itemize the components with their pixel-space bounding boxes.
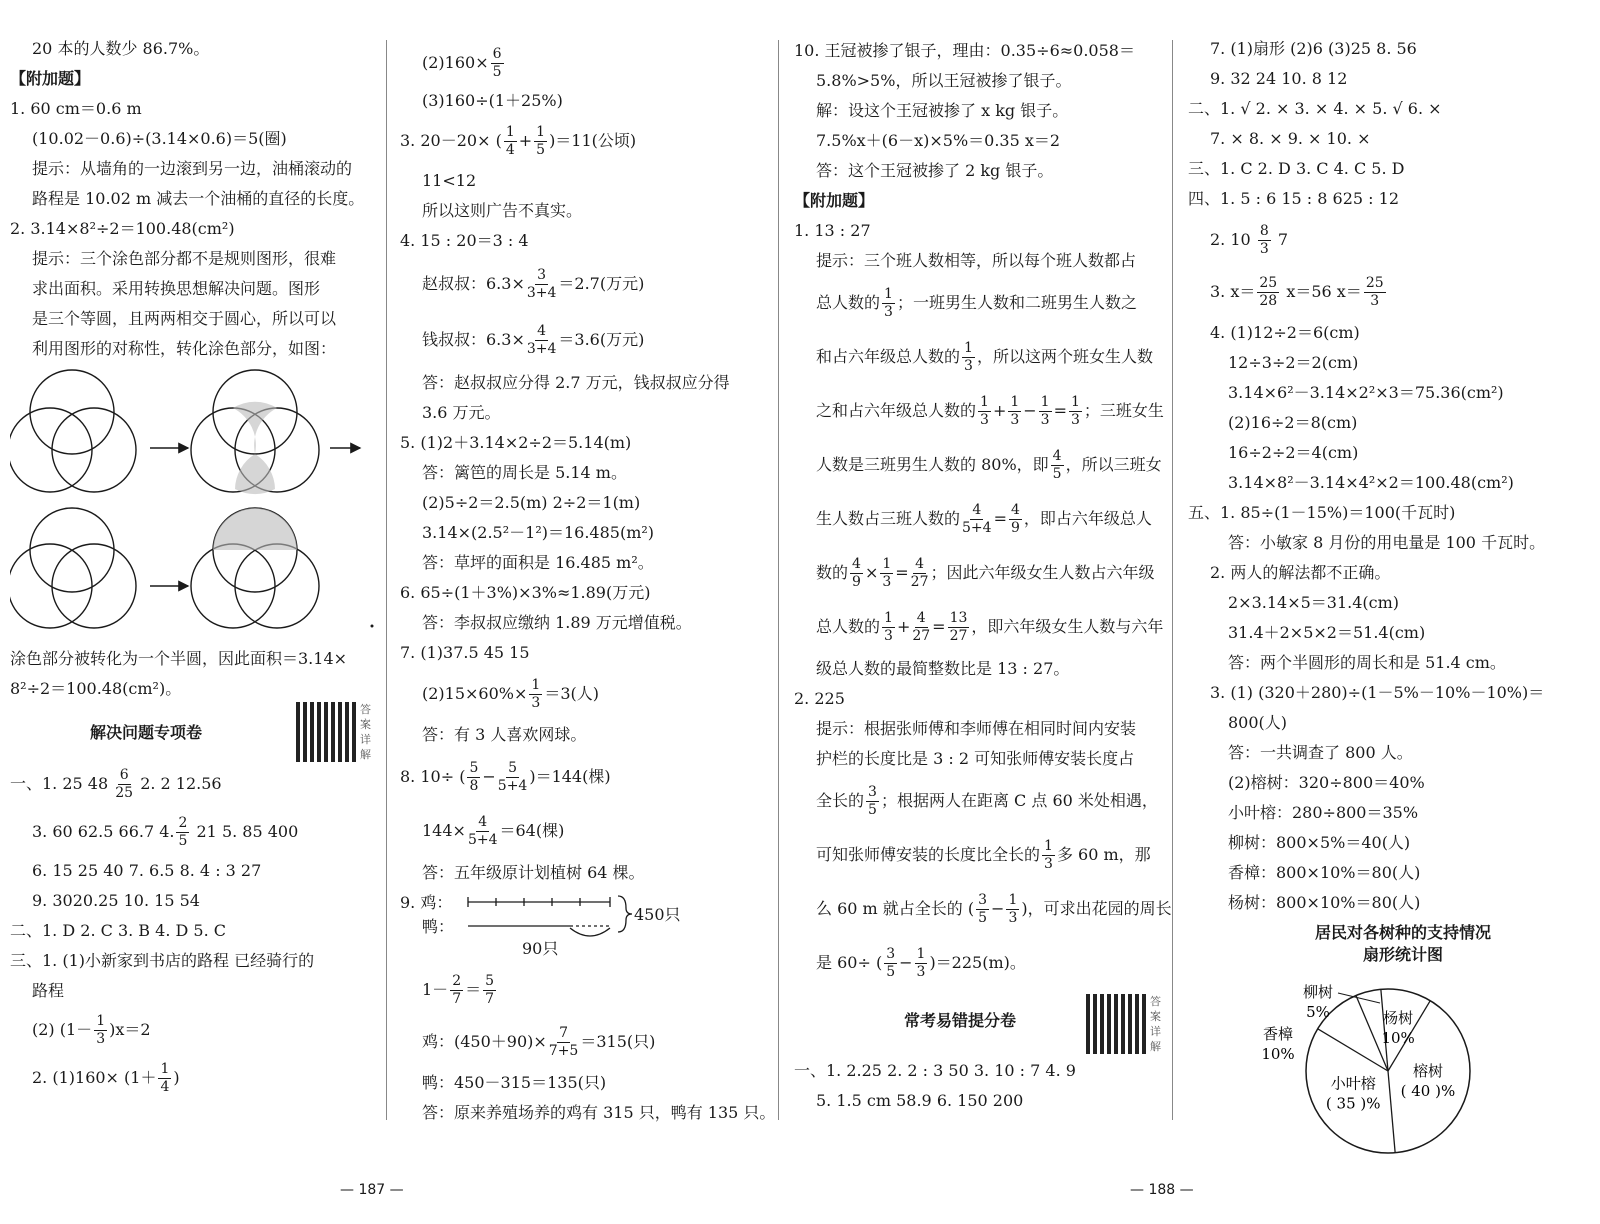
text-line: 是三个等圆，且两两相交于圆心，所以可以 <box>32 309 337 328</box>
text-line: 总人数的 $\frac{1}{3}$ + $\frac{4}{27}$ = $\frac{13}{27}$ ，即六年级女生人数与六年 <box>816 610 1164 644</box>
fraction: $\frac{25}{3}$ <box>1365 275 1384 309</box>
answer-text: 2. 2 12.56 <box>140 774 222 793</box>
text-line <box>10 808 380 856</box>
text-line: 所以这则广告不真实。 <box>422 201 583 220</box>
text-line: 五、1. 85÷(1－15%)＝100(千瓦时) <box>1188 503 1456 522</box>
text-line: 答：有 3 人喜欢网球。 <box>422 725 587 744</box>
fraction: $\frac{4}{9}$ <box>852 556 861 590</box>
text-line: 答：篱笆的周长是 5.14 m。 <box>422 463 627 482</box>
text-line: 800(人) <box>1228 713 1288 732</box>
text-line: (2)16÷2＝8(cm) <box>1228 413 1358 432</box>
fraction: $\frac{1}{3}$ <box>1044 838 1053 872</box>
text-line <box>794 828 1166 882</box>
text-line: 答：赵叔叔应分得 2.7 万元，钱叔叔应分得 <box>422 373 730 392</box>
answer-text: 8. 10÷ ( <box>400 767 466 786</box>
fraction: $\frac{1}{4}$ <box>505 124 515 158</box>
text-line: 4. 15 : 20＝3 : 4 <box>400 231 529 250</box>
text-line: 柳树：800×5%＝40(人) <box>1228 833 1411 852</box>
fraction: $\frac{4}{9}$ <box>1010 502 1020 536</box>
answer-text: ，所以三班女 <box>1065 455 1162 474</box>
text-line: 小叶榕：280÷800＝35% <box>1228 803 1419 822</box>
answer-text: 总人数的 <box>816 293 881 312</box>
answer-text: 3. x＝ <box>1210 282 1256 301</box>
text-line: 7. × 8. × 9. × 10. × <box>1210 129 1371 148</box>
section-title: 常考易错提分卷 <box>904 1011 1017 1030</box>
text-line: 杨树：800×10%＝80(人) <box>1228 893 1421 912</box>
fraction: $\frac{4}{3+4}$ <box>526 323 557 357</box>
text-line: 2. 225 <box>794 689 845 708</box>
text-line: 12÷3÷2＝2(cm) <box>1228 353 1359 372</box>
text-line: 解：设这个王冠被掺了 x kg 银子。 <box>816 101 1069 120</box>
answer-text: ＝2.7(万元) <box>558 274 645 293</box>
answer-text: ＝3(人) <box>544 684 599 703</box>
answer-text: 1－ <box>422 980 449 999</box>
qr-code[interactable] <box>1086 994 1146 1054</box>
fraction: $\frac{4}{5+4}$ <box>467 814 498 848</box>
fraction: $\frac{7}{7+5}$ <box>548 1025 579 1059</box>
pie-slice-edge <box>1318 1029 1388 1071</box>
page-number-right: — 188 — <box>1130 1182 1194 1198</box>
qr-caption: 答案详解 <box>360 703 371 761</box>
text-line: 答：李叔叔应缴纳 1.89 万元增值税。 <box>422 613 692 632</box>
text-line: 3.14×8²－3.14×4²×2＝100.48(cm²) <box>1228 473 1514 492</box>
text-line: 答：小敏家 8 月份的用电量是 100 千瓦时。 <box>1228 533 1546 552</box>
pie-label: 杨树 <box>1383 1009 1414 1028</box>
pie-label: 柳树 <box>1302 983 1334 1001</box>
fraction: $\frac{5}{7}$ <box>485 973 495 1007</box>
pie-label: 香樟 <box>1262 1025 1294 1043</box>
text-line: 路程 <box>32 981 65 1000</box>
answer-text: )＝144(棵) <box>529 767 611 786</box>
section-header <box>794 990 1166 1056</box>
text-line: 9. 3020.25 10. 15 54 <box>32 891 200 910</box>
line-diagram <box>400 888 772 964</box>
text-line: 鸭：450－315＝135(只) <box>422 1073 607 1092</box>
answer-text: ) <box>173 1068 180 1087</box>
duck-label: 鸭： <box>422 917 455 936</box>
answer-text: )，可求出花园的周长 <box>1021 899 1172 918</box>
chart-title: 居民对各树种的支持情况 <box>1314 923 1491 942</box>
fraction: $\frac{3}{3+4}$ <box>526 267 557 301</box>
text-line <box>794 438 1166 492</box>
answer-text: 鸡：(450＋90)× <box>422 1032 547 1051</box>
text-line: 2. 两人的解法都不正确。 <box>1210 563 1391 582</box>
answer-text: 么 60 m 就占全长的 ( <box>816 899 975 918</box>
answer-text: 3. 60 62.5 66.7 4. <box>32 822 175 841</box>
answer-text: 人数是三班男生人数的 80%，即 <box>816 455 1049 474</box>
fraction: $\frac{4}{5}$ <box>1052 448 1062 482</box>
text-line: 11<12 <box>422 171 477 190</box>
text-line: (2)榕树：320÷800＝40% <box>1228 773 1425 792</box>
text-line: 8²÷2＝100.48(cm²)。 <box>10 679 182 698</box>
text-line <box>400 964 772 1016</box>
text-line <box>1188 214 1588 266</box>
text-line <box>794 276 1166 330</box>
text-line <box>794 774 1166 828</box>
text-line: 香樟：800×10%＝80(人) <box>1228 863 1421 882</box>
column-2 <box>400 40 776 1128</box>
fraction: $\frac{2}{5}$ <box>178 815 188 849</box>
text-line <box>1188 266 1588 318</box>
fraction: $\frac{25}{28}$ <box>1259 275 1278 309</box>
text-line: 8. 10÷ ( $\frac{5}{8}$ − $\frac{5}{5+4}$ )＝144(棵) <box>400 760 611 794</box>
answer-text: ＝315(只) <box>580 1032 656 1051</box>
answer-text: ，所以这两个班女生人数 <box>976 347 1153 366</box>
answer-text: x＝56 x＝ <box>1286 282 1362 301</box>
text-line: 2×3.14×5＝31.4(cm) <box>1228 593 1400 612</box>
pie-value-label: 5% <box>1306 1003 1330 1021</box>
text-line: 9. 32 24 10. 8 12 <box>1210 69 1348 88</box>
text-line: 答：草坪的面积是 16.485 m²。 <box>422 553 654 572</box>
column-3 <box>794 36 1172 1116</box>
pie-value-label: 10% <box>1381 1029 1415 1048</box>
text-line: 16÷2÷2＝4(cm) <box>1228 443 1359 462</box>
text-line: 10. 王冠被掺了银子，理由：0.35÷6≈0.058＝ <box>794 41 1135 60</box>
answer-text: ；根据两人在距离 C 点 60 米处相遇， <box>880 791 1158 810</box>
fraction: $\frac{5}{8}$ <box>469 760 479 794</box>
fraction: $\frac{1}{3}$ <box>884 286 893 320</box>
text-line: 利用图形的对称性，转化涂色部分，如图： <box>32 339 337 358</box>
column-divider <box>778 40 779 1120</box>
text-line <box>10 1054 380 1102</box>
text-line <box>10 760 380 808</box>
chicken-label: 9. 鸡： <box>400 893 453 912</box>
text-line: (10.02－0.6)÷(3.14×0.6)＝5(圈) <box>32 129 287 148</box>
text-line <box>400 668 772 720</box>
pie-chart <box>1188 966 1568 1156</box>
fraction: $\frac{1}{3}$ <box>1071 394 1080 428</box>
answer-text: 生人数占三班人数的 <box>816 509 961 528</box>
text-line <box>400 312 772 368</box>
text-line: 7. (1)37.5 45 15 <box>400 643 530 662</box>
text-line: 提示：三个班人数相等，所以每个班人数都占 <box>816 251 1137 270</box>
text-line: 四、1. 5 : 6 15 : 8 625 : 12 <box>1188 189 1400 208</box>
answer-text: )x＝2 <box>109 1020 151 1039</box>
text-line: 三、1. C 2. D 3. C 4. C 5. D <box>1188 159 1405 178</box>
fraction: $\frac{6}{25}$ <box>115 767 134 801</box>
text-line: 一、1. 2.25 2. 2 : 3 50 3. 10 : 7 4. 9 <box>794 1061 1076 1080</box>
answer-text: )＝11(公顷) <box>549 131 637 150</box>
segment-lines <box>460 888 720 964</box>
text-line <box>400 256 772 312</box>
fraction: $\frac{4}{27}$ <box>910 556 929 590</box>
total-label: 450只 <box>634 905 681 924</box>
answer-text: (2)15×60%× <box>422 684 528 703</box>
text-line: 提示：从墙角的一边滚到另一边，油桶滚动的 <box>32 159 353 178</box>
answer-text: 赵叔叔：6.3× <box>422 274 525 293</box>
pie-label: 榕树 <box>1412 1062 1443 1081</box>
answer-text: 钱叔叔：6.3× <box>422 330 525 349</box>
diff-label: 90只 <box>522 939 559 958</box>
fraction: $\frac{1}{3}$ <box>882 556 892 590</box>
pie-slice-edge <box>1388 1071 1395 1153</box>
answer-text: 一、1. 25 48 <box>10 774 109 793</box>
text-line: 涂色部分被转化为一个半圆，因此面积＝3.14× <box>10 649 348 668</box>
text-line: 5. 1.5 cm 58.9 6. 150 200 <box>816 1091 1024 1110</box>
text-line: 求出面积。采用转换思想解决问题。图形 <box>32 279 321 298</box>
text-line: 5. (1)2＋3.14×2÷2＝5.14(m) <box>400 433 632 452</box>
text-line: 7.5%x＋(6－x)×5%＝0.35 x＝2 <box>816 131 1061 150</box>
fraction: $\frac{1}{4}$ <box>160 1061 170 1095</box>
answer-text: 可知张师傅安装的长度比全长的 <box>816 845 1041 864</box>
page-number-left: — 187 — <box>340 1182 404 1198</box>
circles-diagram <box>10 364 380 644</box>
text-line: 4. (1)12÷2＝6(cm) <box>1210 323 1360 342</box>
text-line: 答：一共调查了 800 人。 <box>1228 743 1413 762</box>
text-line: 二、1. √ 2. × 3. × 4. × 5. √ 6. × <box>1188 99 1442 118</box>
text-line: 答：两个半圆形的周长和是 51.4 cm。 <box>1228 653 1506 672</box>
text-line: 提示：三个涂色部分都不是规则图形，很难 <box>32 249 337 268</box>
answer-text: (2)160× <box>422 53 489 72</box>
text-line: 路程是 10.02 m 减去一个油桶的直径的长度。 <box>32 189 365 208</box>
text-line: 提示：根据张师傅和李师傅在相同时间内安装 <box>816 719 1137 738</box>
fraction: $\frac{3}{5}$ <box>978 892 988 926</box>
column-divider <box>1172 40 1173 1120</box>
text-line: 之和占六年级总人数的 $\frac{1}{3}$ + $\frac{1}{3}$ − $\frac{1}{3}$ = $\frac{1}{3}$ ；三班女生 <box>816 394 1164 428</box>
column-4 <box>1188 34 1588 1156</box>
answer-text: 多 60 m，那 <box>1056 845 1151 864</box>
text-line: 3. 20－20× ( $\frac{1}{4}$ + $\frac{1}{5}$ )＝11(公顷) <box>400 124 637 158</box>
text-line: 二、1. D 2. C 3. B 4. D 5. C <box>10 921 227 940</box>
qr-caption: 答案详解 <box>1150 995 1161 1053</box>
fraction: $\frac{13}{27}$ <box>949 610 968 644</box>
text-line: 7. (1)扇形 (2)6 (3)25 8. 56 <box>1210 39 1417 58</box>
text-line: 三、1. (1)小新家到书店的路程 已经骑行的 <box>10 951 315 970</box>
fraction: $\frac{3}{5}$ <box>868 784 877 818</box>
text-line: 5.8%>5%，所以王冠被掺了银子。 <box>816 71 1072 90</box>
answer-text: 总人数的 <box>816 617 881 636</box>
pie-value-label: ( 40 )% <box>1400 1082 1456 1101</box>
text-line: 级总人数的最简整数比是 13 : 27。 <box>816 659 1070 678</box>
fraction: $\frac{4}{27}$ <box>912 610 931 644</box>
answer-text: 2. (1)160× (1＋ <box>32 1068 157 1087</box>
text-line: 6. 15 25 40 7. 6.5 8. 4 : 3 27 <box>32 861 262 880</box>
answer-text: ，即六年级女生人数与六年 <box>971 617 1164 636</box>
fraction: $\frac{3}{5}$ <box>886 946 896 980</box>
fraction: $\frac{5}{5+4}$ <box>497 760 528 794</box>
answer-text: 21 5. 85 400 <box>196 822 299 841</box>
answer-text: (2) (1－ <box>32 1020 93 1039</box>
fraction: $\frac{1}{3}$ <box>1010 394 1020 428</box>
fraction: $\frac{1}{3}$ <box>1008 892 1018 926</box>
pie-value-label: 10% <box>1261 1045 1295 1063</box>
fraction: $\frac{1}{3}$ <box>884 610 893 644</box>
text-line: 么 60 m 就占全长的 ( $\frac{3}{5}$ − $\frac{1}{3}$ )，可求出花园的周长 <box>816 892 1172 926</box>
text-line: 生人数占三班人数的 $\frac{4}{5+4}$ = $\frac{4}{9}$ ，即占六年级总人 <box>816 502 1152 536</box>
answer-text: ＝64(棵) <box>499 821 565 840</box>
text-line: 20 本的人数少 86.7%。 <box>32 39 210 58</box>
answer-text: 数的 <box>816 563 849 582</box>
fraction: $\frac{1}{3}$ <box>96 1013 106 1047</box>
pie-value-label: ( 35 )% <box>1325 1094 1381 1113</box>
text-line <box>400 40 772 86</box>
text-line: 3. (1) (320＋280)÷(1－5%－10%－10%)＝ <box>1210 683 1545 702</box>
text-line: 答：这个王冠被掺了 2 kg 银子。 <box>816 161 1054 180</box>
column-divider <box>386 40 387 1120</box>
text-line: 1. 13 : 27 <box>794 221 871 240</box>
answer-text: ＝ <box>465 980 482 999</box>
text-line: 2. 3.14×8²÷2＝100.48(cm²) <box>10 219 235 238</box>
text-line: (2)5÷2＝2.5(m) 2÷2＝1(m) <box>422 493 641 512</box>
text-line: 3.14×6²－3.14×2²×3＝75.36(cm²) <box>1228 383 1504 402</box>
fraction: $\frac{1}{3}$ <box>980 394 989 428</box>
answer-text: 全长的 <box>816 791 865 810</box>
answer-text: ，即占六年级总人 <box>1023 509 1152 528</box>
answer-text: 3. 20－20× ( <box>400 131 502 150</box>
text-line: 31.4＋2×5×2＝51.4(cm) <box>1228 623 1426 642</box>
answer-text: 144× <box>422 821 466 840</box>
answer-text: 2. 10 <box>1210 230 1251 249</box>
fraction: $\frac{2}{7}$ <box>452 973 462 1007</box>
text-line: 答：五年级原计划植树 64 棵。 <box>422 863 645 882</box>
text-line <box>794 330 1166 384</box>
text-line: 数的 $\frac{4}{9}$ × $\frac{1}{3}$ = $\frac{4}{27}$ ；因此六年级女生人数占六年级 <box>816 556 1155 590</box>
text-line: 3.6 万元。 <box>422 403 501 422</box>
answer-text: ；三班女生 <box>1083 401 1164 420</box>
section-heading: 【附加题】 <box>794 191 875 210</box>
answer-text: 7 <box>1277 230 1289 249</box>
chart-subtitle: 扇形统计图 <box>1362 945 1443 964</box>
answer-text: ＝3.6(万元) <box>558 330 645 349</box>
section-heading: 【附加题】 <box>10 69 91 88</box>
answer-text: )＝225(m)。 <box>929 953 1026 972</box>
text-line: 是 60÷ ( $\frac{3}{5}$ − $\frac{1}{3}$ )＝225(m)。 <box>816 946 1026 980</box>
text-line: 3.14×(2.5²－1²)＝16.485(m²) <box>422 523 655 542</box>
fraction: $\frac{1}{3}$ <box>964 340 973 374</box>
text-line: 6. 65÷(1＋3%)×3%≈1.89(万元) <box>400 583 651 602</box>
text-line <box>400 1016 772 1068</box>
fraction: $\frac{1}{3}$ <box>531 677 541 711</box>
fraction: $\frac{8}{3}$ <box>1259 223 1269 257</box>
text-line <box>400 804 772 858</box>
text-line: 答：原来养殖场养的鸡有 315 只，鸭有 135 只。 <box>422 1103 776 1122</box>
answer-text: 和占六年级总人数的 <box>816 347 961 366</box>
answer-text: 是 60÷ ( <box>816 953 883 972</box>
section-header <box>10 704 380 760</box>
answer-text: ；因此六年级女生人数占六年级 <box>930 563 1155 582</box>
text-line <box>10 1006 380 1054</box>
text-line: (3)160÷(1＋25%) <box>422 91 563 110</box>
qr-code[interactable] <box>296 702 356 762</box>
pie-label: 小叶榕 <box>1330 1074 1376 1093</box>
fraction: $\frac{6}{5}$ <box>492 46 502 80</box>
section-title: 解决问题专项卷 <box>90 723 203 742</box>
text-line: 护栏的长度比是 3 : 2 可知张师傅安装长度占 <box>816 749 1135 768</box>
fraction: $\frac{1}{3}$ <box>1040 394 1050 428</box>
fraction: $\frac{1}{5}$ <box>536 124 546 158</box>
answer-text: 之和占六年级总人数的 <box>816 401 977 420</box>
fraction: $\frac{1}{3}$ <box>916 946 926 980</box>
answer-text: ；一班男生人数和二班男生人数之 <box>896 293 1137 312</box>
fraction: $\frac{4}{5+4}$ <box>962 502 992 536</box>
text-line: 1. 60 cm＝0.6 m <box>10 99 142 118</box>
column-1 <box>10 34 380 1102</box>
